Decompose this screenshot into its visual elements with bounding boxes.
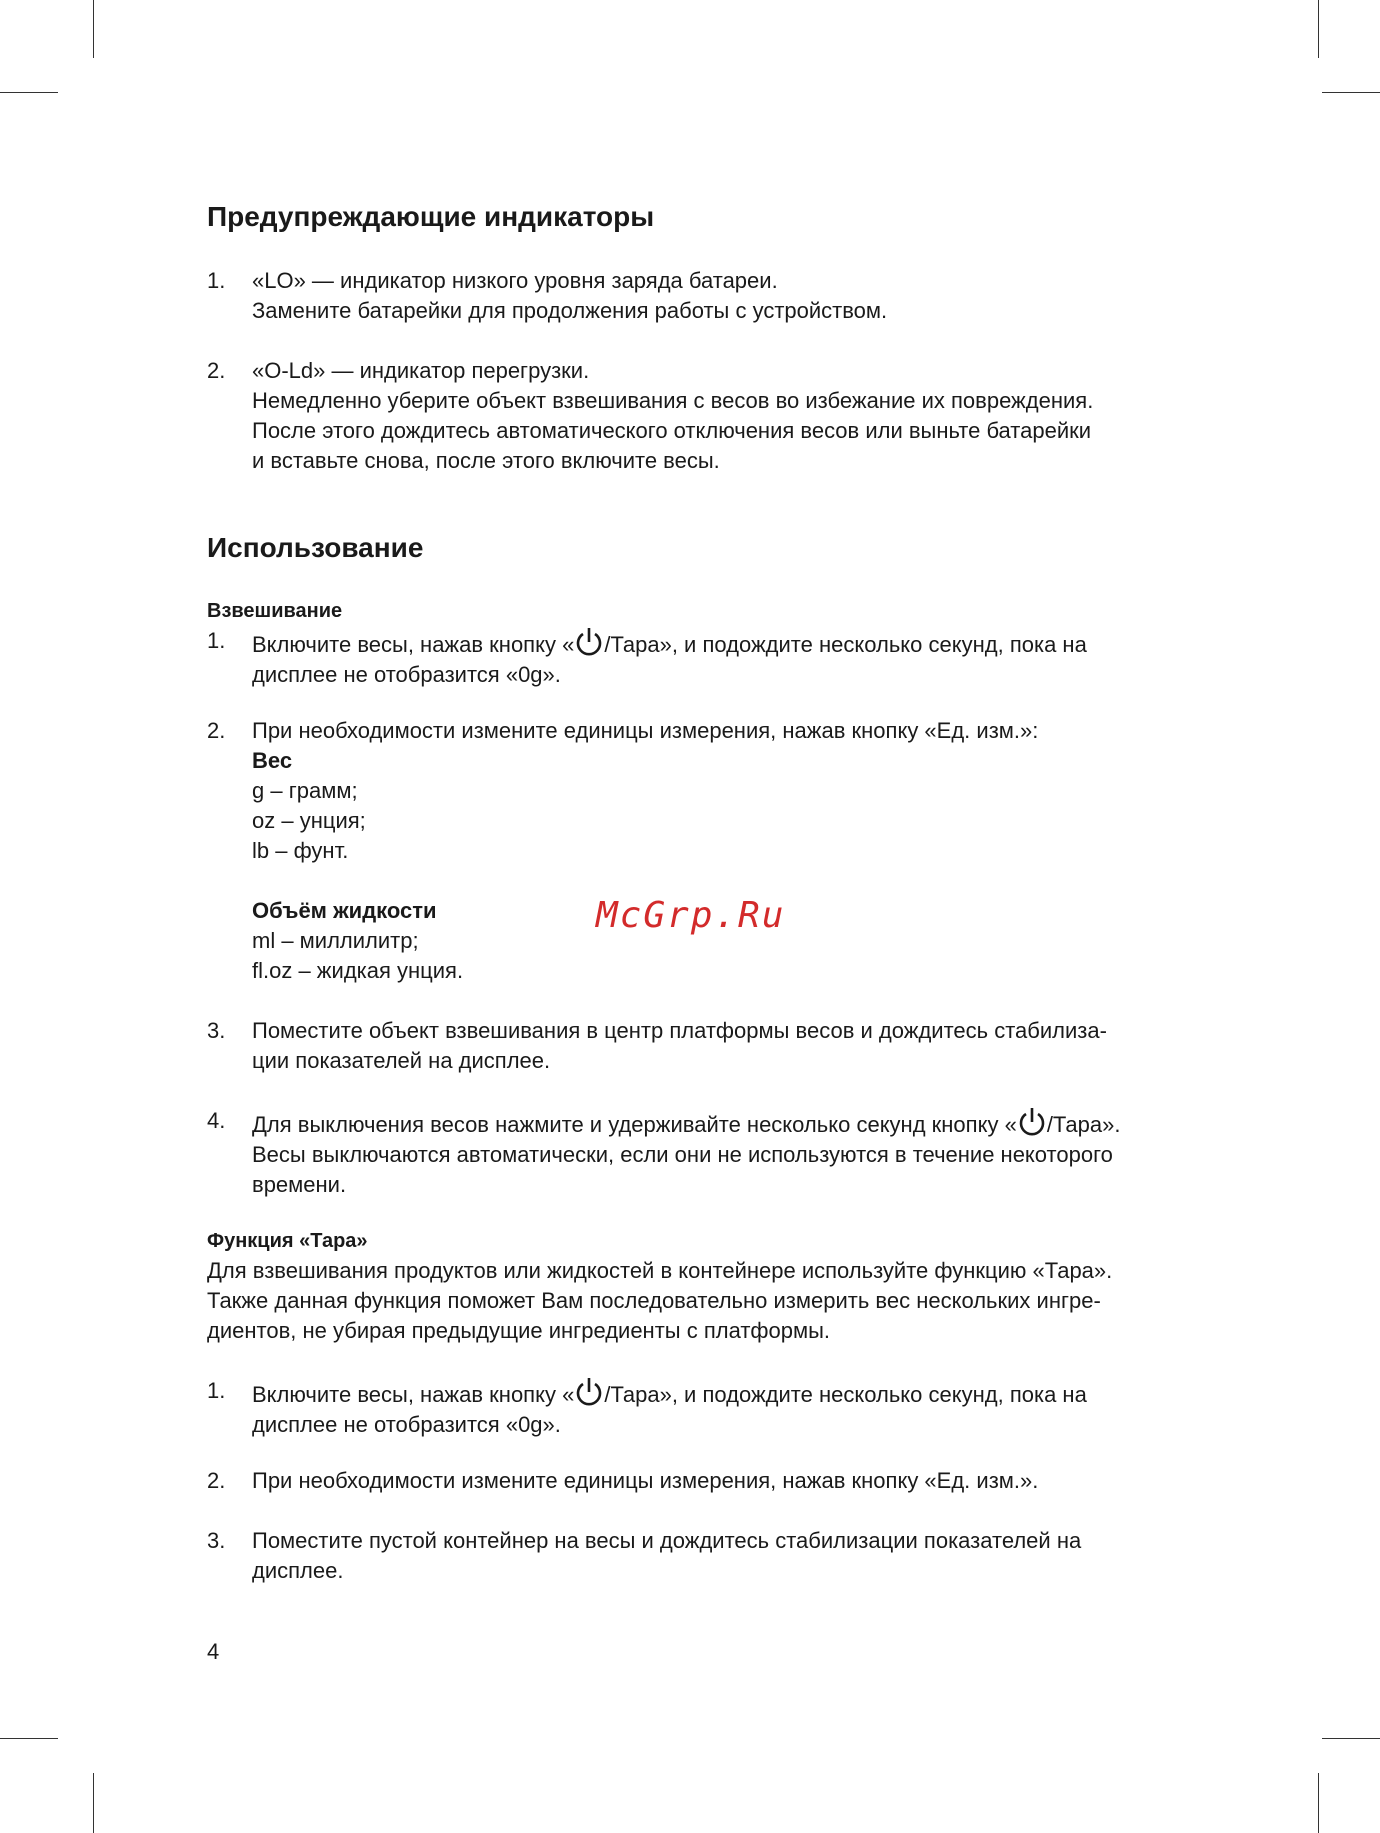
text-line: Немедленно уберите объект взвешивания с весов во избежание их повреждения. (252, 388, 1094, 413)
usage-title: Использование (207, 532, 424, 563)
power-icon (1017, 1106, 1047, 1138)
text-line: После этого дождитесь автоматического отключения весов или выньте батарейки (252, 418, 1092, 443)
volume-heading: Объём жидкости (252, 898, 437, 923)
text-line: ции показателей на дисплее. (252, 1048, 551, 1073)
unit-line: fl.oz – жидкая унция. (252, 958, 464, 983)
crop-mark (1322, 1738, 1380, 1739)
crop-mark (0, 1738, 58, 1739)
crop-mark (0, 92, 58, 93)
text-line: Для выключения весов нажмите и удерживайте несколько секунд кнопку « /Тара». (252, 1106, 1207, 1140)
crop-mark (1318, 1773, 1319, 1833)
weighing-step-1 (207, 626, 1207, 686)
text-line: диентов, не убирая предыдущие ингредиенты с платформы. (207, 1318, 831, 1343)
item-number: 4. (207, 1108, 226, 1133)
item-number: 1. (207, 268, 226, 293)
text-line: времени. (252, 1172, 347, 1197)
weighing-step-2 (207, 716, 1207, 986)
crop-mark (1322, 92, 1380, 93)
warnings-title: Предупреждающие индикаторы (207, 201, 655, 232)
unit-line: ml – миллилитр; (252, 928, 419, 953)
item-number: 2. (207, 1468, 226, 1493)
item-number: 3. (207, 1018, 226, 1043)
crop-mark (93, 0, 94, 58)
text-line: При необходимости измените единицы измерения, нажав кнопку «Ед. изм.». (252, 1468, 1039, 1493)
text-line: «LO» — индикатор низкого уровня заряда батареи. (252, 268, 778, 293)
item-number: 3. (207, 1528, 226, 1553)
text-line: дисплее не отобразится «0g». (252, 1412, 561, 1437)
text-line: Поместите объект взвешивания в центр платформы весов и дождитесь стабилиза- (252, 1018, 1107, 1043)
tare-step-2 (207, 1466, 1207, 1496)
text-line: Включите весы, нажав кнопку « /Тара», и подождите несколько секунд, пока на (252, 626, 1207, 660)
page-number: 4 (207, 1639, 220, 1664)
weighing-step-3 (207, 1016, 1207, 1076)
text-line: При необходимости измените единицы измерения, нажав кнопку «Ед. изм.»: (252, 718, 1039, 743)
watermark: McGrp.Ru (596, 895, 786, 936)
text-line: Также данная функция поможет Вам последовательно измерить вес нескольких ингре- (207, 1288, 1101, 1313)
text-line: Для взвешивания продуктов или жидкостей в контейнере используйте функцию «Тара». (207, 1258, 1113, 1283)
text-line: Поместите пустой контейнер на весы и дождитесь стабилизации показателей на (252, 1528, 1082, 1553)
text-line: Весы выключаются автоматически, если они не используются в течение некоторого (252, 1142, 1113, 1167)
unit-line: lb – фунт. (252, 838, 349, 863)
item-number: 1. (207, 1378, 226, 1403)
item-number: 1. (207, 628, 226, 653)
unit-line: oz – унция; (252, 808, 366, 833)
crop-mark (93, 1773, 94, 1833)
crop-mark (1318, 0, 1319, 58)
power-icon (574, 1376, 604, 1408)
warning-item-2 (207, 356, 1207, 476)
tare-heading: Функция «Тара» (207, 1230, 368, 1252)
text-line: Включите весы, нажав кнопку « /Тара», и подождите несколько секунд, пока на (252, 1376, 1207, 1410)
text-line: дисплее не отобразится «0g». (252, 662, 561, 687)
item-number: 2. (207, 358, 226, 383)
item-number: 2. (207, 718, 226, 743)
unit-line: g – грамм; (252, 778, 358, 803)
power-icon (574, 626, 604, 658)
tare-step-3 (207, 1526, 1207, 1586)
tare-intro (207, 1256, 1207, 1346)
text-line: «O-Ld» — индикатор перегрузки. (252, 358, 590, 383)
weight-heading: Вес (252, 748, 293, 773)
text-line: Замените батарейки для продолжения работы с устройством. (252, 298, 888, 323)
text-line: дисплее. (252, 1558, 344, 1583)
weighing-step-4 (207, 1106, 1207, 1196)
text-line: и вставьте снова, после этого включите весы. (252, 448, 720, 473)
weighing-heading: Взвешивание (207, 600, 343, 622)
tare-step-1 (207, 1376, 1207, 1436)
warning-item-1 (207, 266, 1207, 326)
